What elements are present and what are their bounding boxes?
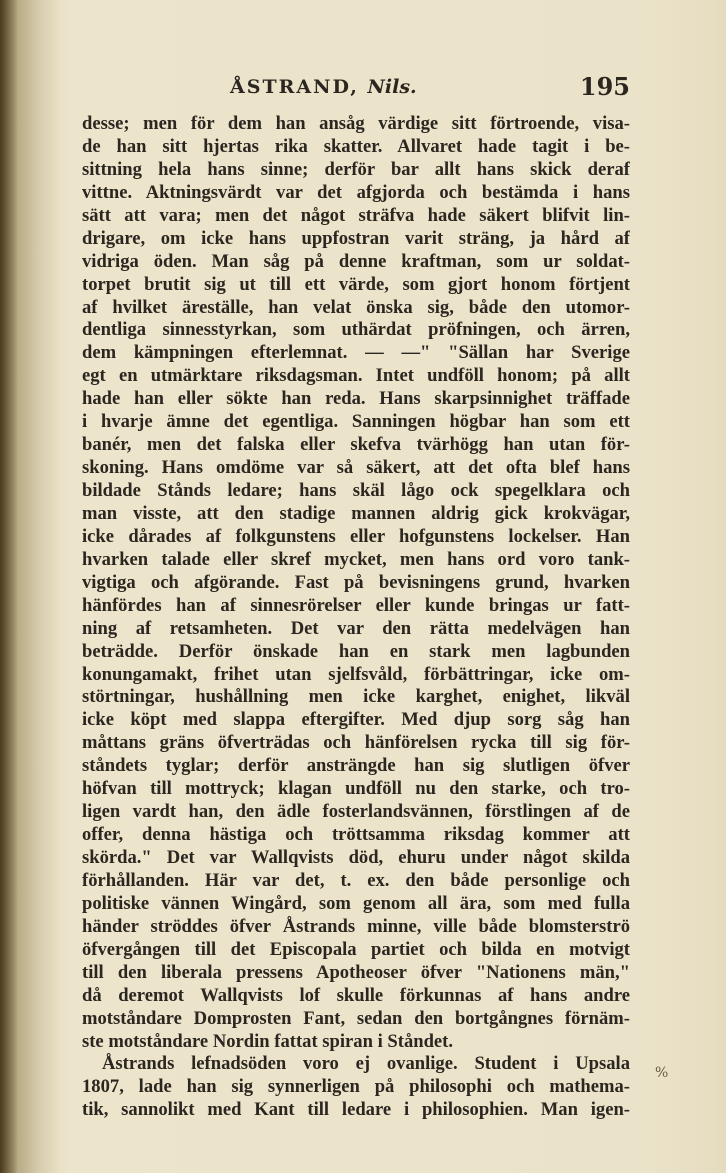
text-line: hänfördes han af sinnesrörelser eller kunde bringas ur fatt-: [82, 594, 630, 616]
running-head-name: ÅSTRAND,: [230, 76, 359, 98]
text-line: dentliga sinnesstyrkan, som uthärdat pröfningen, och ärren,: [82, 319, 630, 341]
text-line: drigare, om icke hans uppfostran varit sträng, ja hård af: [82, 227, 630, 249]
page-number: 195: [579, 72, 630, 101]
text-line: af hvilket äreställe, han velat önska sig, både den utomor-: [82, 296, 630, 318]
body-text: [82, 113, 630, 1122]
text-line: öfvergången till det Episcopala partiet och bilda en motvigt: [82, 938, 630, 960]
text-line: i hvarje ämne det egentliga. Sanningen högbar han som ett: [82, 411, 630, 433]
text-line: Åstrands lefnadsöden voro ej ovanlige. Student i Upsala: [102, 1053, 630, 1075]
text-line: ste motståndare Nordin fattat spiran i Ståndet.: [82, 1030, 454, 1052]
text-line: man visste, att den stadige mannen aldrig gick krokvägar,: [82, 502, 630, 524]
text-line: 1807, lade han sig synnerligen på philosophi och mathema-: [82, 1076, 630, 1098]
text-line: motståndare Domprosten Fant, sedan den bortgångnes förnäm-: [82, 1007, 630, 1029]
text-line: vidriga öden. Man såg på denne kraftman, som ur soldat-: [82, 250, 630, 272]
text-line: sätt att vara; men det något sträfva hade säkert blifvit lin-: [82, 204, 630, 226]
text-line: icke dårades af folkgunstens eller hofgunstens lockelser. Han: [82, 525, 630, 547]
running-head: [230, 76, 417, 98]
text-line: hade han eller sökte han reda. Hans skarpsinnighet träffade: [82, 388, 630, 410]
text-line: vigtiga och afgörande. Fast på bevisningens grund, hvarken: [82, 571, 630, 593]
text-line: ståndets tyglar; derför ansträngde han sig slutligen öfver: [82, 755, 630, 777]
text-line: dem kämpningen efterlemnat. — —" "Sällan har Sverige: [82, 342, 630, 364]
text-line: hvarken talade eller skref mycket, men hans ord voro tank-: [82, 548, 630, 570]
text-line: ligen vardt han, den ädle fosterlandsvännen, förstlingen af de: [82, 801, 630, 823]
text-line: ning af retsamheten. Det var den rätta medelvägen han: [82, 617, 630, 639]
text-line: tik, sannolikt med Kant till ledare i philosophien. Man igen-: [82, 1099, 630, 1121]
text-line: måttans gräns öfverträdas och hänförelsen rycka till sig för-: [82, 732, 630, 754]
text-line: egt en utmärktare riksdagsman. Intet undföll honom; på allt: [82, 365, 630, 387]
binding-shadow: [0, 0, 60, 1173]
page-header: [150, 72, 630, 102]
text-line: offer, denna hästiga och tröttsamma riksdag kommer att: [82, 824, 630, 846]
text-line: händer ströddes öfver Åstrands minne, ville både blomsterströ: [82, 915, 630, 937]
text-line: torpet brutit sig ut till ett värde, som gjort honom förtjent: [82, 273, 630, 295]
text-line: höfvan till mottryck; klagan undföll nu den starke, och tro-: [82, 778, 630, 800]
text-line: då deremot Wallqvists lof skulle förkunnas af hans andre: [82, 984, 630, 1006]
text-line: vittne. Aktningsvärdt var det afgjorda och bestämda i hans: [82, 181, 630, 203]
text-line: de han sitt hjertas rika skatter. Allvaret hade tagit i be-: [82, 135, 630, 157]
text-line: skörda." Det var Wallqvists död, ehuru under något skilda: [82, 847, 630, 868]
text-line: beträdde. Derför önskade han en stark men lagbunden: [82, 640, 630, 662]
text-line: bildade Stånds ledare; hans skäl lågo ock spegelklara och: [82, 480, 630, 501]
text-line: icke köpt med slappa eftergifter. Med djup sorg såg han: [82, 709, 630, 731]
footer-mark: %: [655, 1065, 669, 1081]
running-head-subtitle: Nils.: [367, 76, 417, 98]
text-line: konungamakt, frihet utan sjelfsvåld, förbättringar, icke om-: [82, 663, 630, 685]
text-line: till den liberala pressens Apotheoser öfver "Nationens män,": [82, 961, 630, 983]
text-line: desse; men för dem han ansåg värdige sitt förtroende, visa-: [82, 113, 630, 134]
text-line: sittning hela hans sinne; derför bar allt hans skick deraf: [82, 158, 630, 180]
text-line: störtningar, hushållning men icke karghet, enighet, likväl: [82, 686, 630, 708]
text-line: skoning. Hans omdöme var så säkert, att det ofta blef hans: [82, 457, 630, 479]
text-line: politiske vännen Wingård, som genom all ära, som med fulla: [82, 892, 630, 914]
text-line: förhållanden. Här var det, t. ex. den både personlige och: [82, 869, 630, 891]
text-line: banér, men det falska eller skefva tvärhögg han utan för-: [82, 434, 630, 456]
